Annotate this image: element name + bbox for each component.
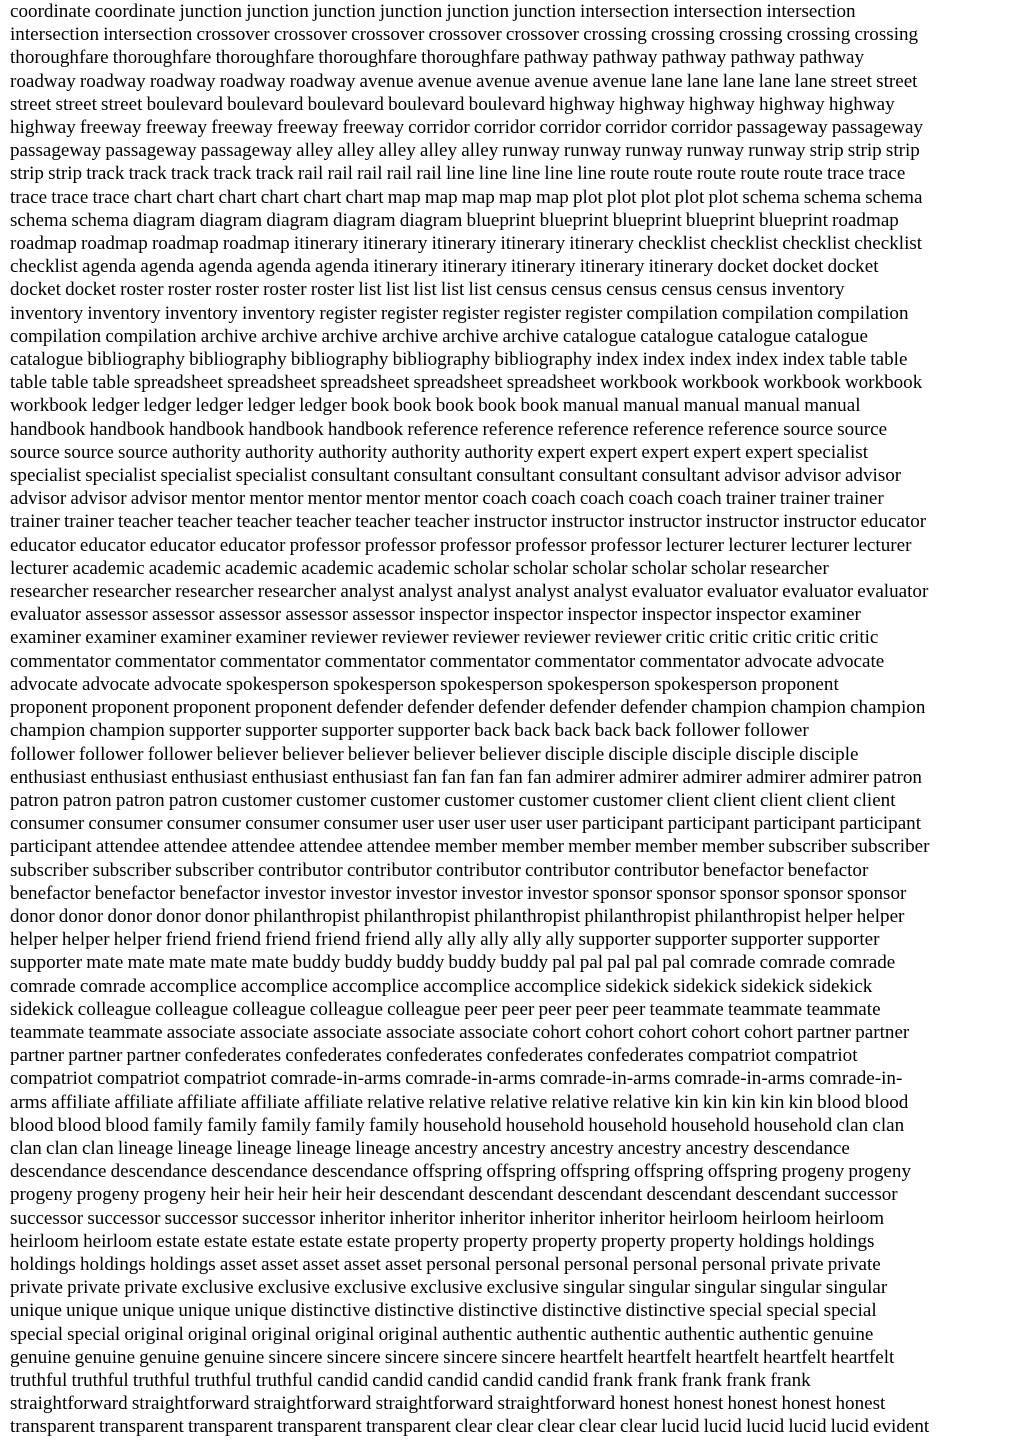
- text-line: participant attendee attendee attendee attendee attendee member member member member member subscriber subscriber: [10, 836, 930, 858]
- text-line: docket docket roster roster roster roster roster list list list list list census census census census census inventory: [10, 279, 845, 301]
- text-line: descendance descendance descendance descendance offspring offspring offspring offspring offspring progeny progeny: [10, 1161, 911, 1183]
- text-line: lecturer academic academic academic academic academic scholar scholar scholar scholar scholar researcher: [10, 557, 829, 579]
- text-line: progeny progeny progeny heir heir heir heir heir descendant descendant descendant descendant descendant successor: [10, 1184, 898, 1206]
- text-line: catalogue bibliography bibliography bibliography bibliography bibliography index index index index index table table: [10, 349, 908, 371]
- text-line: champion champion supporter supporter supporter supporter back back back back back follower follower: [10, 720, 809, 742]
- document-body: [10, 0, 1018, 1439]
- text-line: benefactor benefactor benefactor investor investor investor investor investor sponsor sponsor sponsor sponsor sponsor: [10, 882, 907, 904]
- text-line: helper helper helper friend friend friend friend friend ally ally ally ally ally supporter supporter supporter supporter: [10, 929, 880, 951]
- text-line: commentator commentator commentator commentator commentator commentator commentator advocate advocate: [10, 650, 885, 672]
- text-line: blood blood blood family family family family family household household household household household clan clan: [10, 1114, 905, 1136]
- text-line: donor donor donor donor donor philanthropist philanthropist philanthropist philanthropist philanthropist helper helper: [10, 905, 905, 927]
- text-line: researcher researcher researcher researcher analyst analyst analyst analyst analyst evaluator evaluator evaluator evaluator: [10, 581, 929, 603]
- text-line: evaluator assessor assessor assessor assessor assessor inspector inspector inspector inspector inspector examiner: [10, 604, 861, 626]
- text-line: unique unique unique unique unique distinctive distinctive distinctive distinctive distinctive special special special: [10, 1300, 877, 1322]
- text-line: proponent proponent proponent proponent defender defender defender defender defender champion champion champion: [10, 697, 926, 719]
- text-line: arms affiliate affiliate affiliate affiliate affiliate relative relative relative relative relative kin kin kin kin kin blood blood: [10, 1091, 909, 1113]
- text-line: advocate advocate advocate spokesperson spokesperson spokesperson spokesperson spokesperson proponent: [10, 673, 839, 695]
- text-line: street street street boulevard boulevard boulevard boulevard boulevard highway highway highway highway highway: [10, 93, 895, 115]
- text-line: heirloom heirloom estate estate estate estate estate property property property property property holdings holdings: [10, 1230, 875, 1252]
- text-line: special special original original original original original authentic authentic authentic authentic authentic genuine: [10, 1323, 874, 1345]
- text-line: compilation compilation archive archive archive archive archive archive catalogue catalogue catalogue catalogue: [10, 325, 869, 347]
- text-line: follower follower follower believer believer believer believer believer disciple disciple disciple disciple disciple: [10, 743, 859, 765]
- text-line: consumer consumer consumer consumer consumer user user user user user participant participant participant participant: [10, 813, 922, 835]
- text-line: intersection intersection crossover crossover crossover crossover crossover crossing crossing crossing crossing crossing: [10, 24, 919, 46]
- text-line: roadmap roadmap roadmap roadmap itinerary itinerary itinerary itinerary itinerary checklist checklist checklist checklist: [10, 233, 923, 255]
- text-line: examiner examiner examiner examiner reviewer reviewer reviewer reviewer reviewer critic critic critic critic critic: [10, 627, 879, 649]
- text-line: successor successor successor successor inheritor inheritor inheritor inheritor inheritor heirloom heirloom heirloom: [10, 1207, 885, 1229]
- text-line: source source source authority authority authority authority authority expert expert expert expert expert specialist: [10, 441, 869, 463]
- text-line: handbook handbook handbook handbook handbook reference reference reference reference reference source source: [10, 418, 888, 440]
- text-line: comrade comrade accomplice accomplice accomplice accomplice accomplice sidekick sidekick sidekick sidekick: [10, 975, 873, 997]
- text-line: holdings holdings holdings asset asset asset asset asset personal personal personal personal personal private private: [10, 1253, 881, 1275]
- text-line: inventory inventory inventory inventory register register register register register compilation compilation compilation: [10, 302, 909, 324]
- text-line: coordinate coordinate junction junction junction junction junction junction intersection intersection intersection: [10, 1, 856, 22]
- text-line: specialist specialist specialist specialist consultant consultant consultant consultant consultant advisor advisor advisor: [10, 465, 902, 487]
- text-line: workbook ledger ledger ledger ledger ledger book book book book book manual manual manual manual manual: [10, 395, 861, 417]
- text-line: table table table spreadsheet spreadsheet spreadsheet spreadsheet spreadsheet workbook workbook workbook workbook: [10, 372, 923, 394]
- text-line: straightforward straightforward straightforward straightforward straightforward honest honest honest honest honest: [10, 1393, 886, 1415]
- text-line: clan clan clan lineage lineage lineage lineage lineage ancestry ancestry ancestry ancestry ancestry descendance: [10, 1137, 850, 1159]
- text-line: subscriber subscriber subscriber contributor contributor contributor contributor contributor benefactor benefactor: [10, 859, 869, 881]
- text-line: strip strip track track track track track rail rail rail rail rail line line line line line route route route route route trace trace: [10, 163, 906, 185]
- text-line: roadway roadway roadway roadway roadway avenue avenue avenue avenue avenue lane lane lane lane lane street street: [10, 70, 918, 92]
- text-line: compatriot compatriot compatriot comrade-in-arms comrade-in-arms comrade-in-arms comrade-in-arms comrade-in-: [10, 1068, 903, 1090]
- text-line: supporter mate mate mate mate mate buddy buddy buddy buddy buddy pal pal pal pal pal comrade comrade comrade: [10, 952, 896, 974]
- text-line: patron patron patron patron customer customer customer customer customer customer client client client client client: [10, 789, 896, 811]
- text-line: private private private exclusive exclusive exclusive exclusive exclusive singular singular singular singular singular: [10, 1277, 888, 1299]
- text-line: schema schema diagram diagram diagram diagram diagram blueprint blueprint blueprint blueprint blueprint roadmap: [10, 209, 899, 231]
- text-line: highway freeway freeway freeway freeway freeway corridor corridor corridor corridor corridor passageway passageway: [10, 117, 924, 139]
- text-line: sidekick colleague colleague colleague colleague colleague peer peer peer peer peer teammate teammate teammate: [10, 998, 881, 1020]
- text-line: trace trace trace chart chart chart chart chart chart map map map map map plot plot plot plot plot schema schema schema: [10, 186, 923, 208]
- text-line: transparent transparent transparent transparent transparent clear clear clear clear clear lucid lucid lucid lucid lucid evident: [10, 1416, 930, 1438]
- text-line: thoroughfare thoroughfare thoroughfare thoroughfare thoroughfare pathway pathway pathway pathway pathway: [10, 47, 865, 69]
- text-line: truthful truthful truthful truthful truthful candid candid candid candid candid frank frank frank frank frank: [10, 1369, 811, 1391]
- text-line: advisor advisor advisor mentor mentor mentor mentor mentor coach coach coach coach coach trainer trainer trainer: [10, 488, 884, 510]
- text-line: enthusiast enthusiast enthusiast enthusiast enthusiast fan fan fan fan fan admirer admirer admirer admirer admirer patron: [10, 766, 922, 788]
- text-line: passageway passageway passageway alley alley alley alley alley runway runway runway runway runway strip strip strip: [10, 140, 920, 162]
- text-line: teammate teammate associate associate associate associate associate cohort cohort cohort cohort cohort partner partner: [10, 1021, 910, 1043]
- text-line: educator educator educator educator professor professor professor professor professor lecturer lecturer lecturer lecturer: [10, 534, 912, 556]
- text-line: trainer trainer teacher teacher teacher teacher teacher teacher instructor instructor instructor instructor instructor educator: [10, 511, 927, 533]
- text-line: partner partner partner confederates confederates confederates confederates confederates compatriot compatriot: [10, 1045, 858, 1067]
- text-line: checklist agenda agenda agenda agenda agenda itinerary itinerary itinerary itinerary itinerary docket docket docket: [10, 256, 879, 278]
- text-line: genuine genuine genuine genuine sincere sincere sincere sincere sincere heartfelt heartfelt heartfelt heartfelt heartfelt: [10, 1346, 895, 1368]
